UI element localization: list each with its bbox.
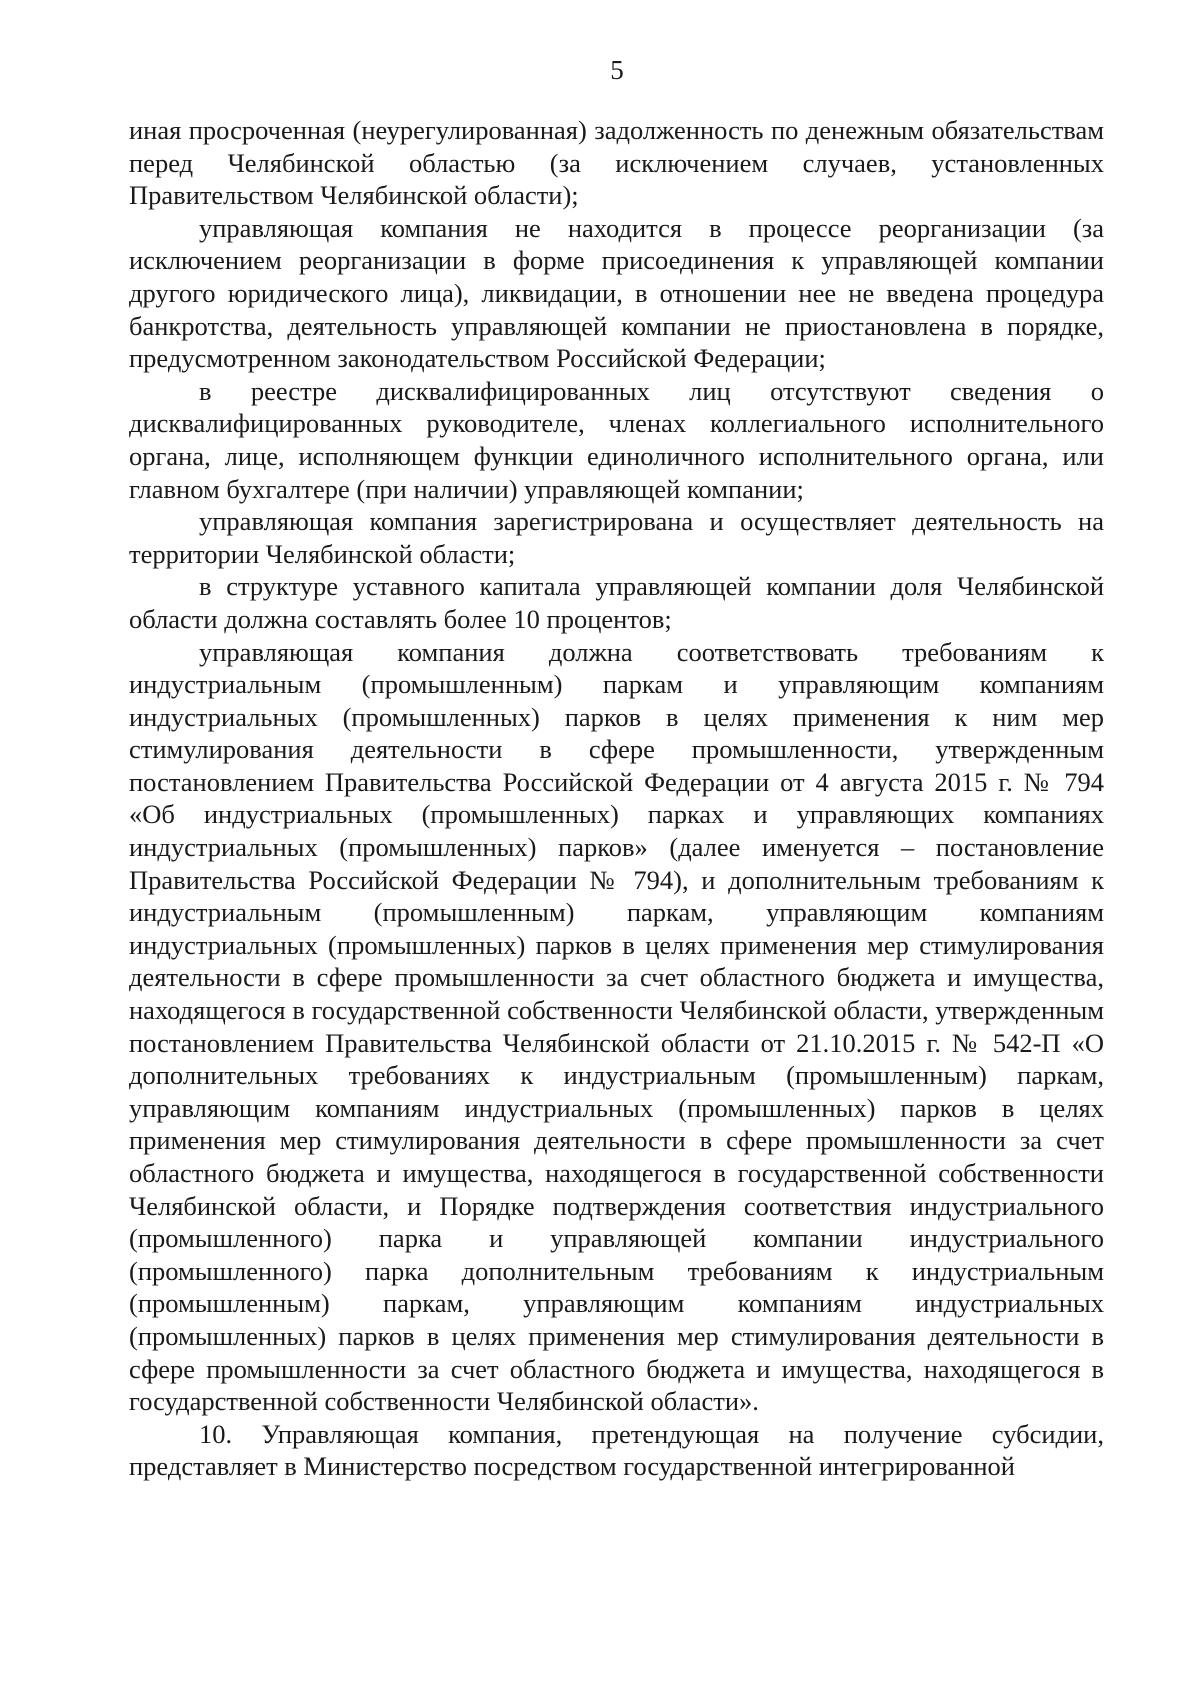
paragraph-capital-share-clause: в структуре уставного капитала управляющей компании доля Челябинской области должна составлять более 10 процентов; (129, 571, 1104, 634)
paragraph-registration-clause: управляющая компания зарегистрирована и осуществляет деятельность на территории Челябинской области; (129, 506, 1104, 569)
paragraph-requirements-clause: управляющая компания должна соответствовать требованиям к индустриальным (промышленным) паркам и управляющим компаниям индустриальных (промышленных) парков в целях применения к ним мер стимулирования деятельности в сфере промышленности, утвержденным постановлением Правительства Российской Федерации от 4 августа 2015 г. № 794 «Об индустриальных (промышленных) парках и управляющих компаниях индустриальных (промышленных) парков» (далее именуется – постановление Правительства Российской Федерации № 794), и дополнительным требованиям к индустриальным (промышленным) паркам, управляющим компаниям индустриальных (промышленных) парков в целях применения мер стимулирования деятельности в сфере промышленности за счет областного бюджета и имущества, находящегося в государственной собственности Челябинской области, утвержденным постановлением Правительства Челябинской области от 21.10.2015 г. № 542-П «О дополнительных требованиях к индустриальным (промышленным) паркам, управляющим компаниям индустриальных (промышленных) парков в целях применения мер стимулирования деятельности в сфере промышленности за счет областного бюджета и имущества, находящегося в государственной собственности Челябинской области, и Порядке подтверждения соответствия индустриального (промышленного) парка и управляющей компании индустриального (промышленного) парка дополнительным требованиям к индустриальным (промышленным) паркам, управляющим компаниям индустриальных (промышленных) парков в целях применения мер стимулирования деятельности в сфере промышленности за счет областного бюджета и имущества, находящегося в государственной собственности Челябинской области». (129, 636, 1104, 1417)
paragraph-debt-clause: иная просроченная (неурегулированная) задолженность по денежным обязательствам перед Челябинской областью (за исключением случаев, установленных Правительством Челябинской области); (129, 115, 1104, 211)
paragraph-10-application: 10. Управляющая компания, претендующая на получение субсидии, представляет в Министерство посредством государственной интегрированной (129, 1418, 1104, 1482)
paragraph-reorganization-clause: управляющая компания не находится в процессе реорганизации (за исключением реорганизации в форме присоединения к управляющей компании другого юридического лица), ликвидации, в отношении нее не введена процедура банкротства, деятельность управляющей компании не приостановлена в порядке, предусмотренном законодательством Российской Федерации; (129, 212, 1104, 374)
document-body (129, 114, 1104, 1483)
paragraph-disqualified-persons-clause: в реестре дисквалифицированных лиц отсутствуют сведения о дисквалифицированных руководителе, членах коллегиального исполнительного органа, лице, исполняющем функции единоличного исполнительного органа, или главном бухгалтере (при наличии) управляющей компании; (129, 375, 1104, 504)
page-number: 5 (610, 55, 624, 85)
